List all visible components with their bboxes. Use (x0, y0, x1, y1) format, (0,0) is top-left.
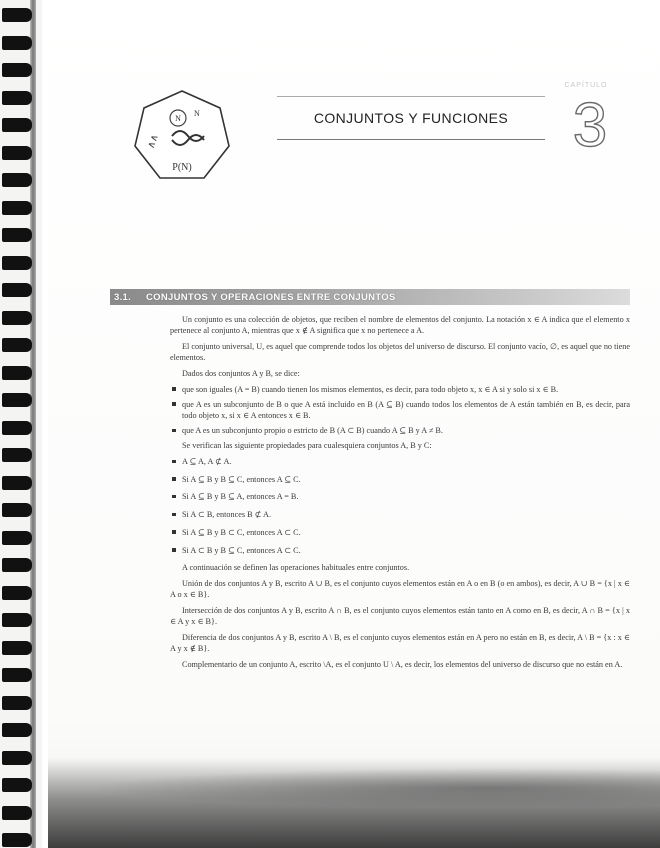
binding-ring (2, 778, 32, 792)
binding-ring (2, 256, 32, 270)
binding-ring (2, 338, 32, 352)
chapter-number: 3 (572, 91, 608, 160)
heptagon-emblem-icon (132, 88, 232, 184)
binding-ring (2, 448, 32, 462)
binding-ring (2, 833, 32, 847)
binding-ring (2, 283, 32, 297)
list-item: que A es un subconjunto de B o que A está incluido en B (A ⊆ B) cuando todos los elementos de A están también en B, es decir, para todo objeto x, si x ∈ A entonces x ∈ B. (170, 399, 630, 421)
binding-ring (2, 751, 32, 765)
binding-ring (2, 91, 32, 105)
list-item: Si A ⊂ B, entonces B ⊄ A. (170, 509, 630, 520)
binding-ring (2, 586, 32, 600)
spiral-binding (0, 0, 42, 848)
paragraph-set-definition: Un conjunto es una colección de objetos, que reciben el nombre de elementos del conjunto. La notación x ∈ A indica que el elemento x pertenece al conjunto A, mientras que x ∉ A significa que x no pertenece a A. (170, 315, 630, 336)
section-title: CONJUNTOS Y OPERACIONES ENTRE CONJUNTOS (146, 291, 396, 303)
list-item: Si A ⊆ B y B ⊆ A, entonces A = B. (170, 491, 630, 502)
binding-ring (2, 201, 32, 215)
page-bottom-shadow (48, 758, 660, 848)
book-page (48, 0, 660, 848)
binding-ring (2, 503, 32, 517)
list-item: que A es un subconjunto propio o estricto de B (A ⊂ B) cuando A ⊆ B y A ≠ B. (170, 425, 630, 436)
list-item: A ⊆ A, A ⊄ A. (170, 456, 630, 467)
properties-list (170, 456, 630, 556)
list-item: que son iguales (A = B) cuando tienen los mismos elementos, es decir, para todo objeto x, x ∈ A si y solo si x ∈ B. (170, 384, 630, 395)
binding-ring (2, 421, 32, 435)
binding-ring (2, 118, 32, 132)
chapter-label: CAPÍTULO (564, 82, 608, 89)
chapter-emblem (132, 88, 232, 184)
chapter-title: CONJUNTOS Y FUNCIONES (313, 110, 509, 126)
svg-text:N: N (194, 109, 200, 118)
binding-ring (2, 146, 32, 160)
binding-ring (2, 476, 32, 490)
paragraph-universal-set: El conjunto universal, U, es aquel que comprende todos los objetos del universo de discurso. El conjunto vacío, ∅, es aquel que no tiene elementos. (170, 341, 630, 363)
binding-ring (2, 723, 32, 737)
paragraph-union: Unión de dos conjuntos A y B, escrito A ∪ B, es el conjunto cuyos elementos están en A o en B (o en ambos), es decir, A ∪ B = {x | x ∈ A o x ∈ B}. (170, 578, 630, 600)
binding-ring (2, 228, 32, 242)
binding-ring (2, 393, 32, 407)
paragraph-complement: Complementario de un conjunto A, escrito \A, es el conjunto U \ A, es decir, los elementos del universo de discurso que no están en A. (182, 659, 623, 669)
svg-text:∧∧: ∧∧ (145, 132, 161, 151)
list-item: Si A ⊆ B y B ⊂ C, entonces A ⊂ C. (170, 527, 630, 538)
paragraph-operations-intro: A continuación se definen las operaciones habituales entre conjuntos. (182, 563, 410, 573)
binding-ring (2, 641, 32, 655)
binding-ring (2, 558, 32, 572)
binding-ring (2, 806, 32, 820)
list-item: Si A ⊂ B y B ⊆ C, entonces A ⊂ C. (170, 545, 630, 556)
paragraph-difference: Diferencia de dos conjuntos A y B, escrito A \ B, es el conjunto cuyos elementos están en A pero no están en B, es decir, A \ B = {x : x ∈ A y x ∉ B}. (170, 632, 630, 653)
binding-ring (2, 613, 32, 627)
svg-text:N: N (175, 114, 181, 123)
binding-ring (2, 8, 32, 22)
list-item: Si A ⊆ B y B ⊆ C, entonces A ⊆ C. (170, 474, 630, 485)
binding-ring (2, 36, 32, 50)
section-header (110, 289, 630, 305)
paragraph-properties-intro: Se verifican las siguiente propiedades para cualesquiera conjuntos A, B y C: (182, 441, 432, 451)
binding-ring (2, 173, 32, 187)
definitions-list (170, 384, 630, 437)
binding-ring (2, 63, 32, 77)
section-number: 3.1. (114, 291, 132, 303)
binding-ring (2, 311, 32, 325)
binding-ring (2, 531, 32, 545)
binding-ring (2, 366, 32, 380)
emblem-label: P(N) (172, 162, 192, 173)
paragraph-two-sets: Dados dos conjuntos A y B, se dice: (182, 368, 300, 378)
chapter-title-box (277, 96, 545, 140)
paragraph-intersection: Intersección de dos conjuntos A y B, escrito A ∩ B, es el conjunto cuyos elementos están tanto en A como en B, es decir, A ∩ B = {x | x ∈ A y x ∈ B}. (170, 605, 630, 627)
binding-ring (2, 668, 32, 682)
section-body (170, 314, 630, 674)
binding-ring (2, 696, 32, 710)
